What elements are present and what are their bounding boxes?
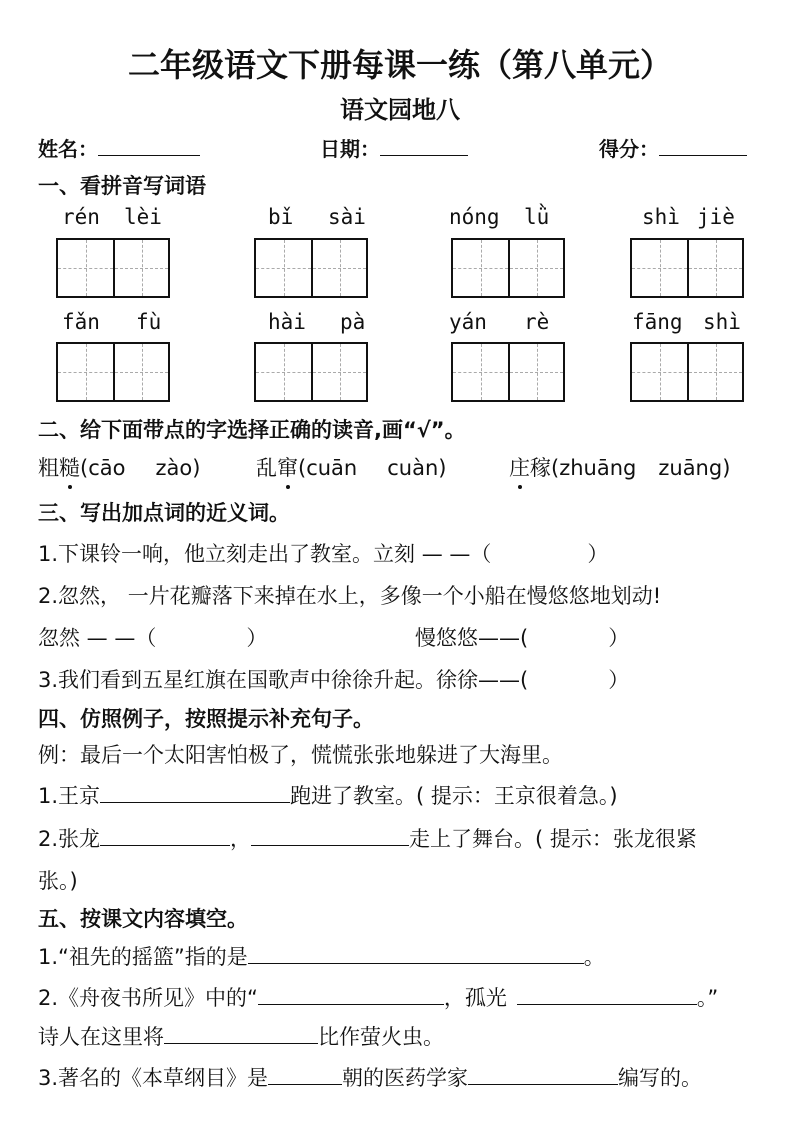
paren-close: ） [608,668,630,692]
pinyin-label: fù [136,310,162,334]
answer-blank[interactable] [517,983,697,1005]
name-blank[interactable] [98,135,200,156]
reading-item-3 [509,452,730,482]
pinyin-label: fǎn [62,310,100,334]
section-1-heading: 一、看拼音写词语 [38,174,206,198]
name-field[interactable] [38,133,200,162]
pinyin-label: shì [703,310,741,334]
dotted-char: 窜 [277,452,298,482]
question-text: 3.著名的《本草纲目》是 [38,1066,269,1090]
question-text: 3.我们看到五星红旗在国歌声中徐徐升起。徐徐——( [38,668,529,692]
pinyin-option[interactable]: cāo [88,456,126,480]
question-text: 比作萤火虫。 [318,1025,444,1049]
pinyin-label: jiè [697,205,735,229]
question-text: 诗人在这里将 [38,1025,164,1049]
tianzige-box[interactable] [254,238,368,298]
fill-question-3 [38,1062,702,1092]
page-title: 二年级语文下册每课一练（第八单元） [127,46,672,84]
example-sentence: 例：最后一个太阳害怕极了，慌慌张张地躲进了大海里。 [38,743,563,767]
pinyin-label: bǐ [268,205,294,229]
question-text: 编写的。 [618,1066,703,1090]
pinyin-label: rè [524,310,550,334]
pinyin-label: sài [328,205,366,229]
paren-open: ( [551,456,560,480]
fill-question-2b [38,1021,444,1051]
pinyin-option[interactable]: cuàn [387,456,439,480]
pinyin-label: fāng [632,310,683,334]
section-4-heading: 四、仿照例子，按照提示补充句子。 [38,707,374,731]
sentence-question-2-cont: 张。) [38,869,78,893]
paren-open: ( [80,456,89,480]
paren-close: ) [192,456,201,480]
answer-blank[interactable] [268,1063,342,1085]
pinyin-option[interactable]: cuān [306,456,358,480]
paren-close: ） [587,542,609,566]
question-text: 2.《舟夜书所见》中的“ [38,986,258,1010]
date-label: 日期： [320,137,380,161]
question-text: 朝的医药学家 [342,1066,469,1090]
tianzige-box[interactable] [451,342,565,402]
tianzige-box[interactable] [254,342,368,402]
pinyin-label: yán [449,310,487,334]
score-blank[interactable] [659,135,747,156]
answer-blank[interactable] [248,942,584,964]
synonym-question-1 [38,538,608,568]
pinyin-label: rén [62,205,100,229]
word-char: 稼 [530,456,551,480]
date-field[interactable] [320,133,468,162]
pinyin-label: shì [642,205,680,229]
tianzige-box[interactable] [56,342,170,402]
score-field[interactable] [599,133,747,162]
pinyin-label: hài [268,310,306,334]
paren-close: ） [608,626,630,650]
section-3-heading: 三、写出加点词的近义词。 [38,501,290,525]
section-2-heading: 二、给下面带点的字选择正确的读音,画“√”。 [38,418,466,442]
answer-blank[interactable] [100,781,290,803]
question-text: 跑进了教室。( 提示：王京很着急。) [290,784,618,808]
tianzige-box[interactable] [451,238,565,298]
sentence-question-2 [38,823,697,853]
fill-question-1 [38,941,605,971]
name-label: 姓名： [38,137,98,161]
pinyin-option[interactable]: zào [155,456,193,480]
date-blank[interactable] [380,135,468,156]
answer-blank[interactable] [164,1022,318,1044]
question-text: 1.下课铃一响，他立刻走出了教室。立刻 — —（ [38,542,492,566]
question-text: 走上了舞台。( 提示：张龙很紧 [409,827,697,851]
fill-question-2 [38,982,718,1012]
question-text: ， [230,827,252,851]
score-label: 得分： [599,137,659,161]
pinyin-option[interactable]: zhuāng [559,456,637,480]
synonym-answer-2b [415,622,629,652]
page-subtitle: 语文园地八 [340,96,460,124]
pinyin-label: lèi [124,205,162,229]
pinyin-label: lǜ [524,205,550,229]
pinyin-label: nóng [449,205,500,229]
dotted-char: 糙 [59,452,80,482]
question-text: 。” [696,986,719,1010]
word-char: 乱 [256,456,277,480]
dotted-char: 庄 [509,452,530,482]
pinyin-option[interactable]: zuāng [658,456,723,480]
answer-blank[interactable] [100,824,230,846]
tianzige-box[interactable] [630,238,744,298]
synonym-question-2: 2.忽然， 一片花瓣落下来掉在水上，多像一个小船在慢悠悠地划动! [38,584,662,608]
question-text: 2.张龙 [38,827,101,851]
question-text: 1.“祖先的摇篮”指的是 [38,945,248,969]
tianzige-box[interactable] [56,238,170,298]
paren-close: ） [246,626,268,650]
reading-item-1 [38,452,200,482]
paren-open: ( [298,456,307,480]
question-text: 慢悠悠——( [415,626,529,650]
question-text: ，孤光 [443,986,507,1010]
sentence-question-1 [38,780,618,810]
tianzige-box[interactable] [630,342,744,402]
answer-blank[interactable] [468,1063,618,1085]
answer-blank[interactable] [251,824,409,846]
pinyin-label: pà [340,310,366,334]
question-text: 忽然 — —（ [38,626,157,650]
question-text: 。 [583,945,605,969]
synonym-question-3 [38,664,629,694]
paren-close: ) [438,456,447,480]
synonym-answer-2a [38,622,267,652]
section-5-heading: 五、按课文内容填空。 [38,907,248,931]
paren-close: ) [722,456,731,480]
reading-item-2 [256,452,447,482]
question-text: 1.王京 [38,784,101,808]
answer-blank[interactable] [258,983,444,1005]
word-char: 粗 [38,456,59,480]
